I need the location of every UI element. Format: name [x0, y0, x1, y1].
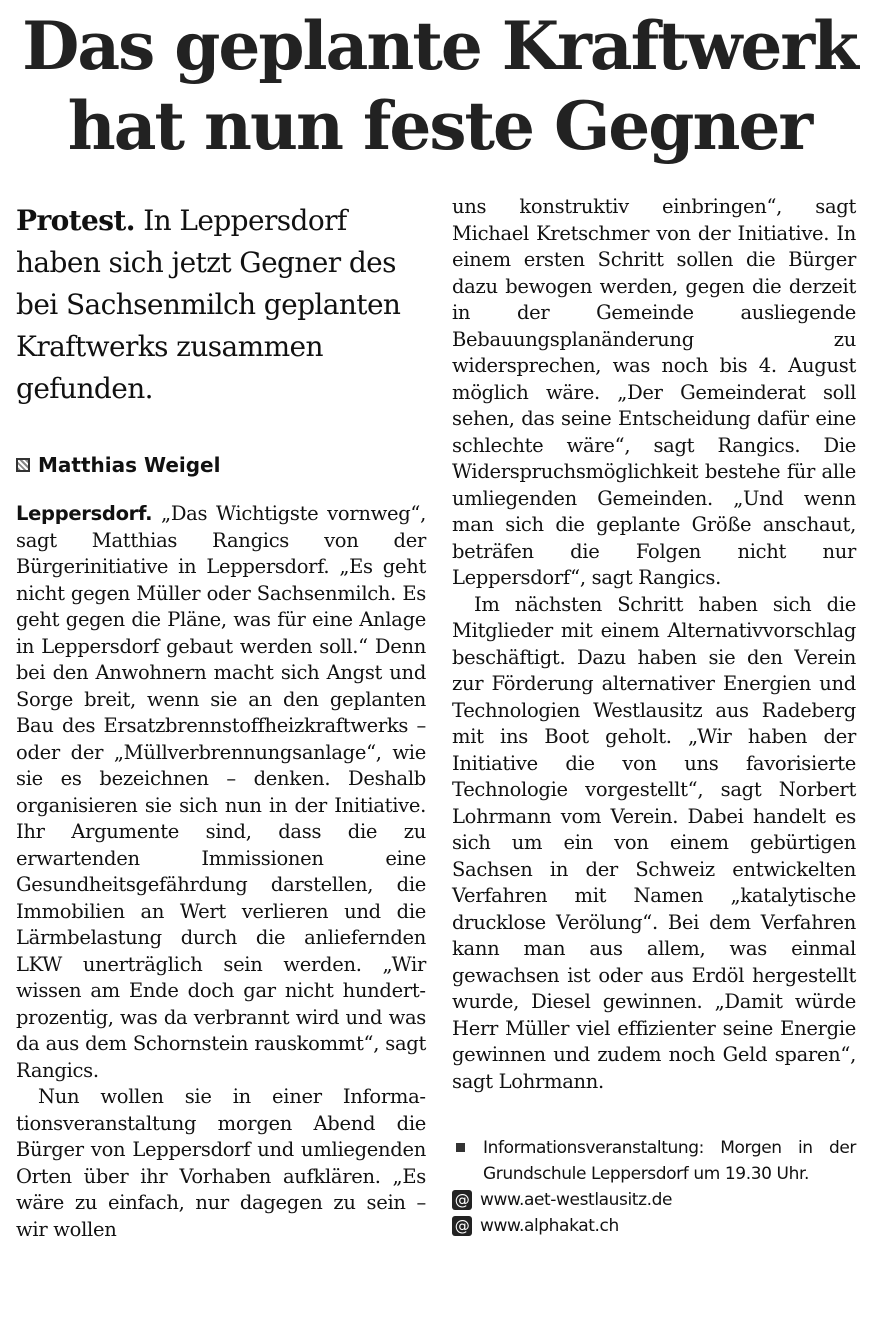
info-event-text: Informationsveranstaltung: Morgen in der Grundschule Leppersdorf um 19.30 Uhr. — [483, 1138, 856, 1184]
lead-text: In Leppersdorf haben sich jetzt Gegner des bei Sachsenmilch geplanten Kraftwerks zusammen gefunden. — [16, 204, 401, 405]
left-column — [16, 200, 426, 1243]
right-column — [452, 194, 856, 1239]
article-body-right — [452, 194, 856, 1095]
body-paragraph-2: Nun wollen sie in einer Informationsveranstaltung morgen Abend die Bürger von Leppersdorf und umliegenden Orten über ihr Vorhaben aufklären. „Es wäre zu einfach, nur dagegen zu sein – wir wollen — [16, 1085, 426, 1241]
author-byline — [16, 450, 426, 480]
info-box — [452, 1135, 856, 1239]
at-icon: @ — [452, 1190, 472, 1210]
link-alphakat[interactable]: www.alphakat.ch — [480, 1216, 619, 1236]
author-square-icon — [16, 458, 30, 472]
lead-kicker: Protest. — [16, 204, 135, 237]
info-link-2[interactable] — [452, 1213, 856, 1239]
headline — [0, 6, 879, 166]
headline-line-1: Das geplante Kraftwerk — [22, 7, 857, 85]
body-paragraph-1 — [16, 501, 426, 1084]
headline-line-2: hat nun feste Gegner — [67, 87, 812, 165]
info-event — [452, 1135, 856, 1187]
dateline: Leppersdorf. — [16, 502, 153, 525]
body-paragraph-2-continued: uns konstruktiv einbringen“, sagt Michael Kretschmer von der Initiative. In einem ersten Schritt sollen die Bürger dazu bewogen werden, gegen die derzeit in der Gemeinde ausliegende Bebauungsplanänderung zu widersprechen, was noch bis 4. August möglich wäre. „Der Gemeinderat soll sehen, das seine Entscheidung dafür eine schlechte wäre“, sagt Rangics. Die Widerspruchsmöglichkeit bestehe für alle umliegenden Gemeinden. „Und wenn man sich die geplante Größe anschaut, beträfen die Folgen nicht nur Leppersdorf“, sagt Rangics. — [452, 195, 856, 589]
info-link-1[interactable] — [452, 1187, 856, 1213]
article-body-left — [16, 501, 426, 1243]
link-aet-westlausitz[interactable]: www.aet-westlausitz.de — [480, 1190, 673, 1210]
at-icon: @ — [452, 1216, 472, 1236]
author-name: Matthias Weigel — [38, 453, 221, 477]
lead-paragraph — [16, 200, 426, 410]
body-paragraph-1-text: „Das Wichtigste vornweg“, sagt Matthias Rangics von der Bürgerinitiative in Leppersdorf. „Es geht nicht gegen Müller oder Sachsenmilch. Es geht gegen die Pläne, was für eine Anlage in Leppersdorf gebaut werden soll.“ Denn bei den Anwohnern macht sich Angst und Sorge breit, wenn sie an den geplanten Bau des Ersatzbrennstoffheizkraftwerks – oder der „Müllverbrennungsanlage“, wie sie es bezeichnen – denken. Deshalb organisieren sie sich nun in der Initiative. Ihr Argumente sind, dass die zu erwartenden Immissionen eine Gesundheitsgefährdung darstellen, die Immobilien an Wert verlieren und die Lärmbelastung durch die anliefernden LKW unerträglich sein werden. „Wir wissen am Ende doch gar nicht hundertprozentig, was da verbrannt wird und was da aus dem Schornstein rauskommt“, sagt Rangics. — [16, 502, 426, 1082]
bullet-square-icon — [456, 1143, 465, 1152]
body-paragraph-3: Im nächsten Schritt haben sich die Mitglieder mit einem Alternativvorschlag beschäftigt. Dazu haben sie den Verein zur Förderung alternativer Energien und Technologien Westlausitz aus Radeberg mit ins Boot geholt. „Wir haben der Initiative die von uns favorisierte Technologie vorgestellt“, sagt Norbert Lohrmann vom Verein. Dabei handelt es sich um ein von einem gebürtigen Sachsen in der Schweiz entwickelten Verfahren mit Namen „katalytische drucklose Verölung“. Bei dem Verfahren kann man aus allem, was einmal gewachsen ist oder aus Erdöl hergestellt wurde, Diesel gewinnen. „Damit würde Herr Müller viel effizienter seine Energie gewinnen und zudem noch Geld sparen“, sagt Lohrmann. — [452, 592, 856, 1093]
